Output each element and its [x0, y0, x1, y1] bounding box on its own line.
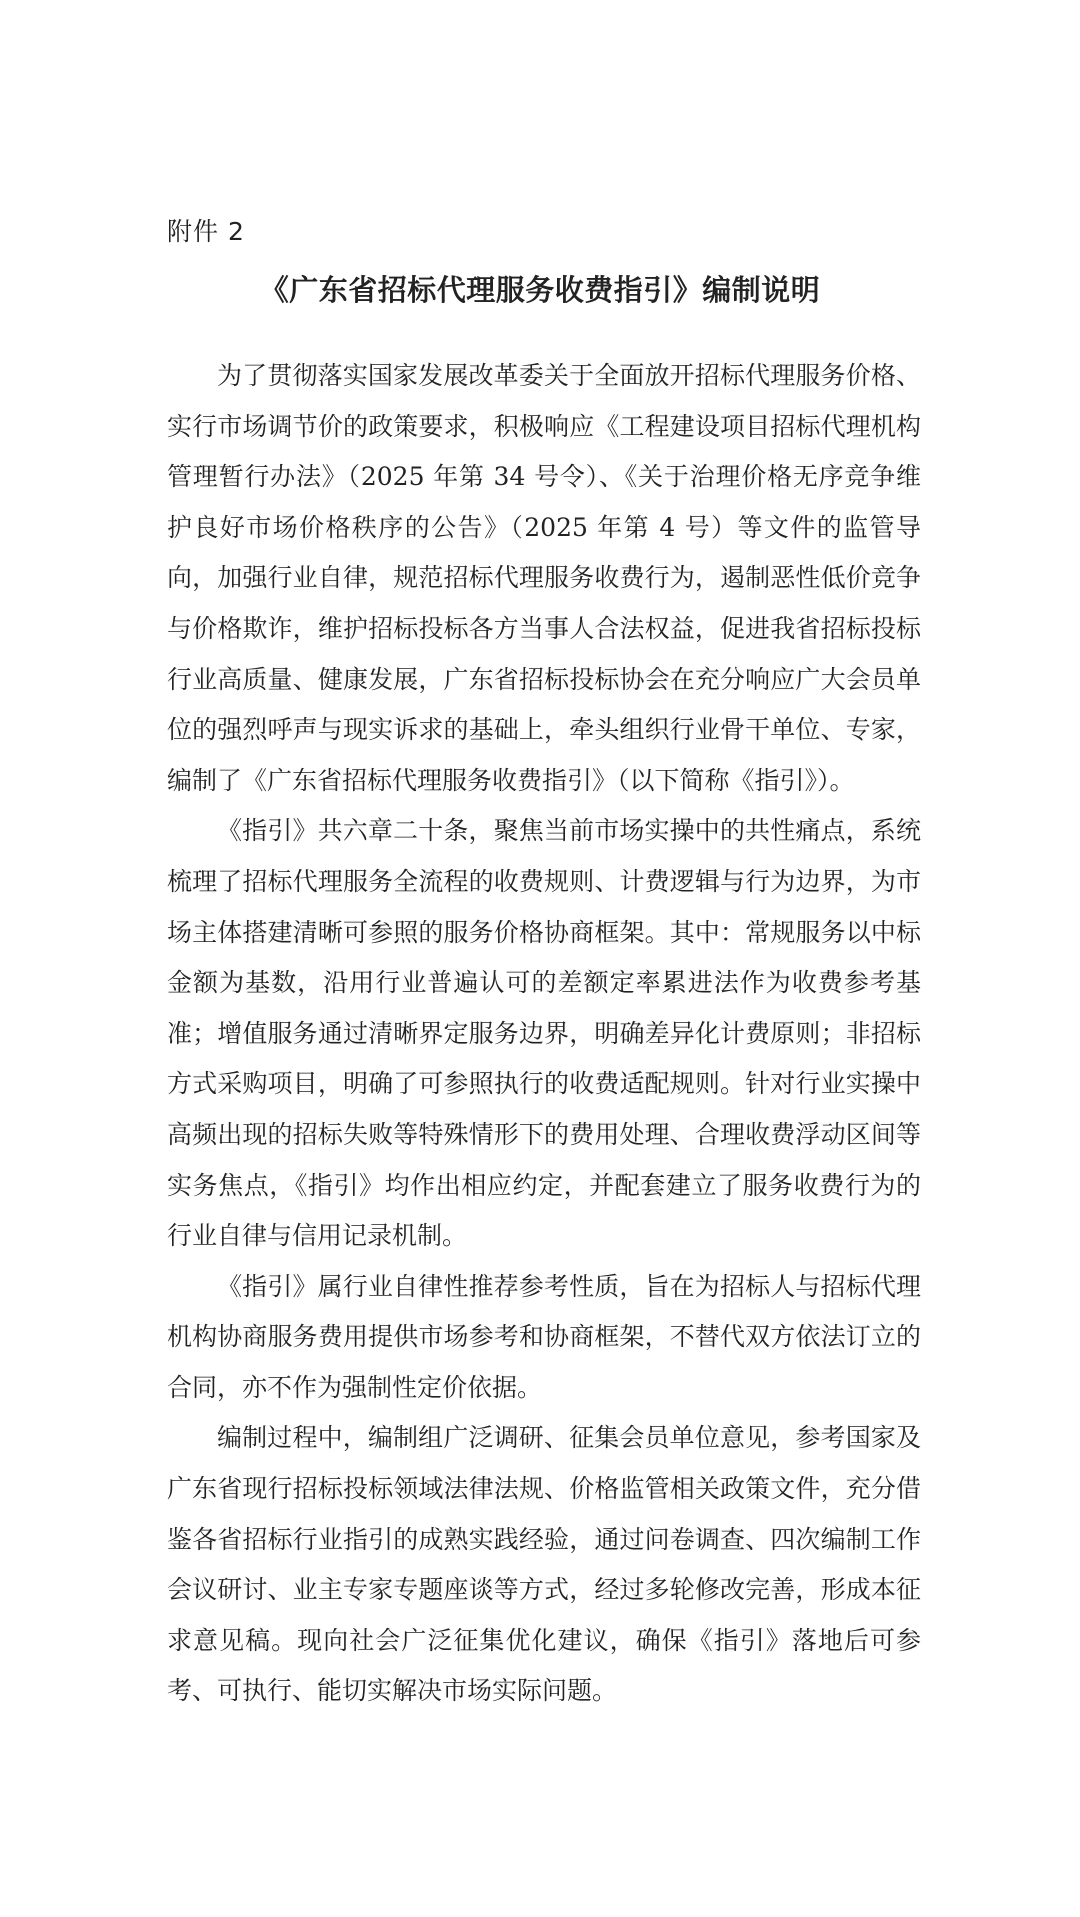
paragraph-process: 编制过程中，编制组广泛调研、征集会员单位意见，参考国家及广东省现行招标投标领域法律法规、价格监管相关政策文件，充分借鉴各省招标行业指引的成熟实践经验，通过问卷调查、四次编制工作会议研讨、业主专家专题座谈等方式，经过多轮修改完善，形成本征求意见稿。现向社会广泛征集优化建议，确保《指引》落地后可参考、可执行、能切实解决市场实际问题。 — [167, 1423, 921, 1706]
paragraph-purpose: 为了贯彻落实国家发展改革委关于全面放开招标代理服务价格、实行市场调节价的政策要求，积极响应《工程建设项目招标代理机构管理暂行办法》（2025 年第 34 号令）、《关于治理价格无序竞争维护良好市场价格秩序的公告》（2025 年第 4 号）等文件的监管导向，加强行业自律，规范招标代理服务收费行为，遏制恶性低价竞争与价格欺诈，维护招标投标各方当事人合法权益，促进我省招标投标行业高质量、健康发展，广东省招标投标协会在充分响应广大会员单位的强烈呼声与现实诉求的基础上，牵头组织行业骨干单位、专家，编制了《广东省招标代理服务收费指引》（以下简称《指引》）。 — [167, 361, 921, 795]
paragraph-content: 《指引》共六章二十条，聚焦当前市场实操中的共性痛点，系统梳理了招标代理服务全流程的收费规则、计费逻辑与行为边界，为市场主体搭建清晰可参照的服务价格协商框架。其中：常规服务以中标金额为基数，沿用行业普遍认可的差额定率累进法作为收费参考基准；增值服务通过清晰界定服务边界，明确差异化计费原则；非招标方式采购项目，明确了可参照执行的收费适配规则。针对行业实操中高频出现的招标失败等特殊情形下的费用处理、合理收费浮动区间等实务焦点，《指引》均作出相应约定，并配套建立了服务收费行为的行业自律与信用记录机制。 — [167, 816, 921, 1251]
paragraph-nature: 《指引》属行业自律性推荐参考性质，旨在为招标人与招标代理机构协商服务费用提供市场参考和协商框架，不替代双方依法订立的合同，亦不作为强制性定价依据。 — [167, 1271, 921, 1402]
document-title: 《广东省招标代理服务收费指引》编制说明 — [259, 273, 821, 307]
document-body — [167, 351, 921, 1717]
attachment-label: 附件 2 — [167, 217, 245, 246]
